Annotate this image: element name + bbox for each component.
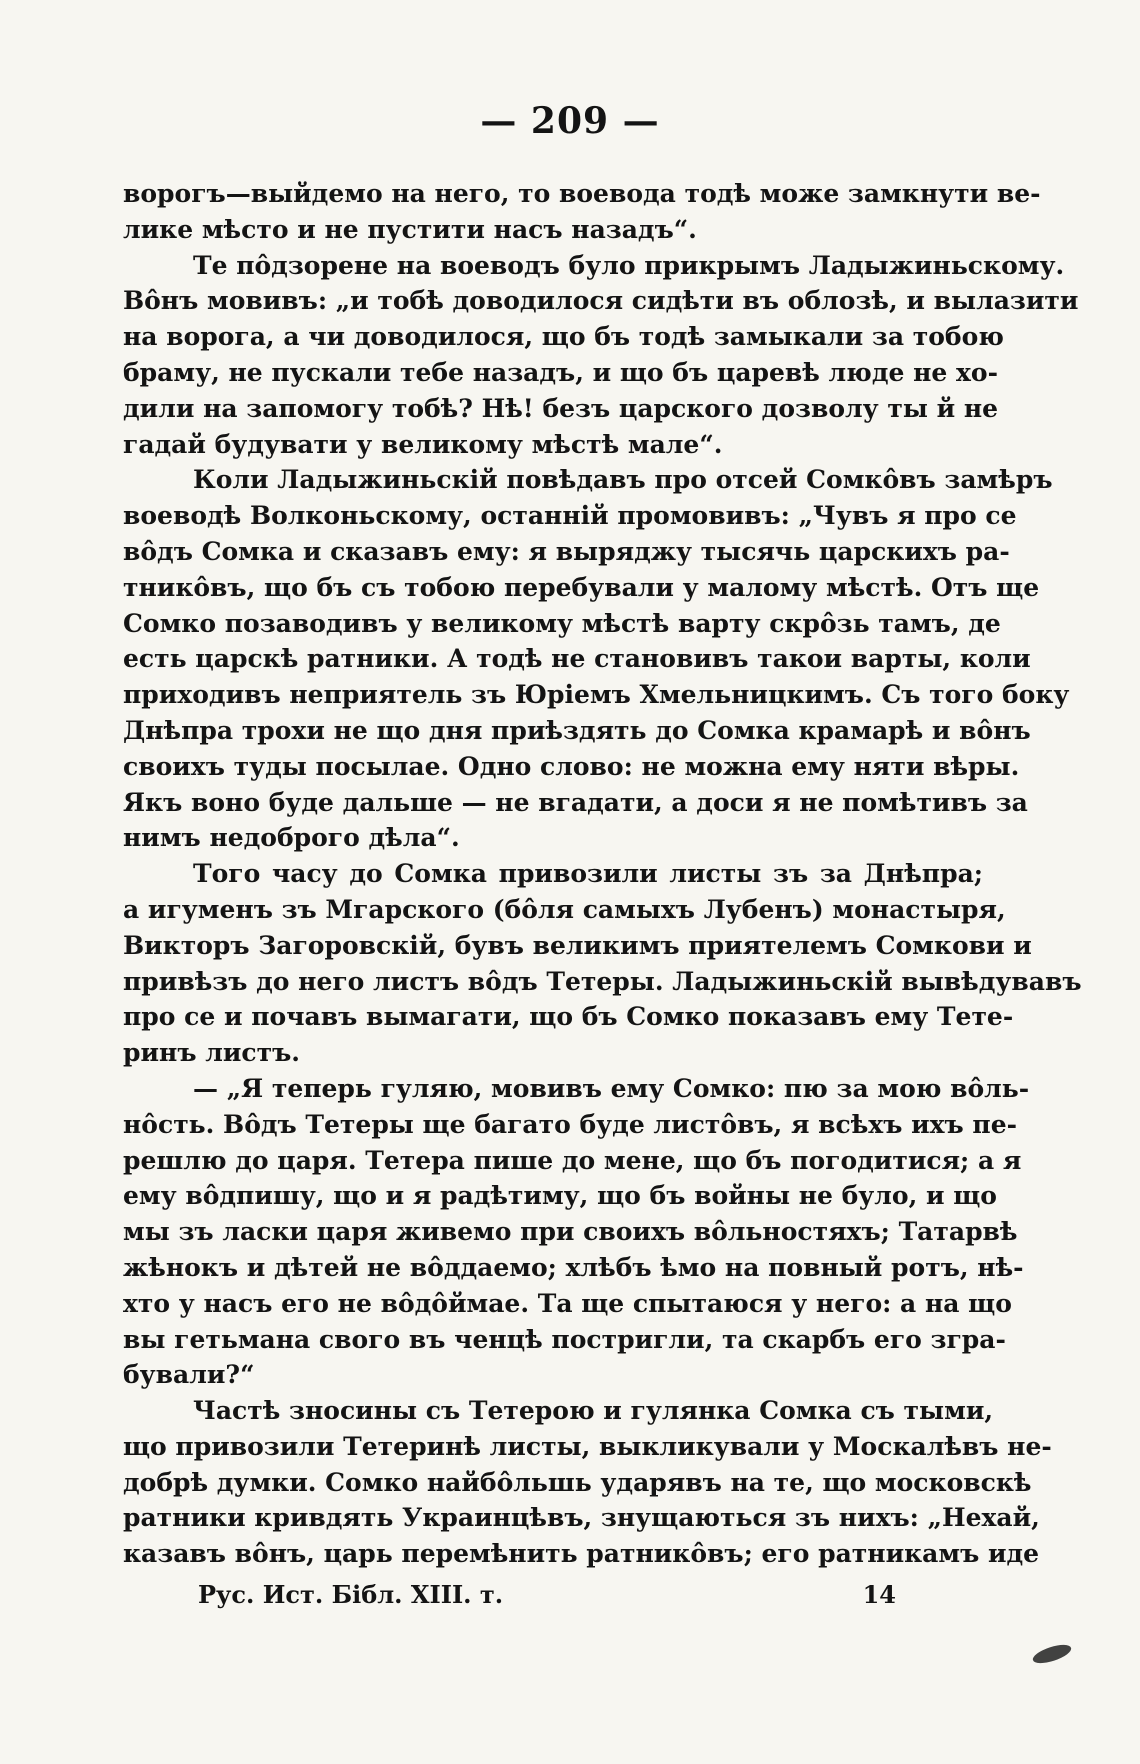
text-line: воеводѣ Волконьскому, останній промовивъ: „Чувъ я про се [123,501,1017,531]
ink-smudge [1031,1641,1073,1667]
text-line: на ворога, а чи доводилося, що бъ тодѣ замыкали за тобою [123,322,1004,352]
text-line: ему вôдпишу, що и я радѣтиму, що бъ войны не було, и що [123,1181,997,1211]
text-line: привѣзъ до него листъ вôдъ Тетеры. Ладыжиньскій вывѣдувавъ [123,966,1082,996]
text-line: Те пôдзорене на воеводъ було прикрымъ Ладыжиньскому. [193,250,1065,280]
text-line: приходивъ неприятель зъ Юріемъ Хмельницкимъ. Съ того боку [123,680,1070,710]
text-line: ратники кривдять Украинцѣвъ, знущаються зъ нихъ: „Нехай, [123,1503,1040,1533]
text-line: нимъ недоброго дѣла“. [123,823,460,853]
text-line: про се и почавъ вымагати, що бъ Сомко показавъ ему Тете- [123,1002,1014,1032]
text-line: мы зъ ласки царя живемо при своихъ вôльностяхъ; Татарвѣ [123,1217,1018,1247]
text-line: вôдъ Сомка и сказавъ ему: я выряджу тысячь царскихъ ра- [123,536,1010,566]
text-line: своихъ туды посылае. Одно слово: не можна ему няти вѣры. [123,751,1020,781]
text-line: ворогъ—выйдемо на него, то воевода тодѣ може замкнути ве- [123,179,1041,208]
text-line: що привозили Тетеринѣ листы, выкликували у Москалѣвъ не- [123,1431,1052,1461]
text-line: а игуменъ зъ Мгарского (бôля самыхъ Лубенъ) монастыря, [123,894,1006,924]
text-line: Коли Ладыжиньскій повѣдавъ про отсей Сомкôвъ замѣръ [193,465,1053,495]
text-line: Сомко позаводивъ у великому мѣстѣ варту скрôзь тамъ, де [123,608,1001,638]
text-line: Викторъ Загоровскій, бувъ великимъ приятелемъ Сомкови и [123,930,1032,960]
text-line: ринъ листъ. [123,1038,300,1068]
text-line: Того часу до Сомка привозили листы зъ за Днѣпра; [193,859,983,889]
footer-sheet-number: 14 [862,1580,896,1609]
text-line: дили на запомогу тобѣ? Нѣ! безъ царского дозволу ты й не [123,393,999,423]
text-line: добрѣ думки. Сомко найбôльшь ударявъ на те, що московскѣ [123,1467,1032,1497]
text-line: Частѣ зносины съ Тетерою и гулянка Сомка съ тыми, [193,1396,994,1426]
footer-signature: Рус. Ист. Бібл. XIII. т. [198,1580,504,1609]
text-line: нôсть. Вôдъ Тетеры ще багато буде листôвъ, я всѣхъ ихъ пе- [123,1109,1017,1139]
text-line: браму, не пускали тебе назадъ, и що бъ царевѣ люде не хо- [123,357,998,387]
text-line: гадай будувати у великому мѣстѣ мале“. [123,429,723,459]
text-line: казавъ вôнъ, царь перемѣнить ратникôвъ; его ратникамъ иде [123,1539,1040,1569]
text-line: бували?“ [123,1360,255,1390]
text-line: Днѣпра трохи не що дня приѣздять до Сомка крамарѣ и вôнъ [123,715,1031,745]
page-number: — 209 — [480,100,660,142]
text-line: лике мѣсто и не пустити насъ назадъ“. [123,214,697,244]
text-line: хто у насъ его не вôдôймае. Та ще спытаюся у него: а на що [123,1288,1012,1318]
text-line: Якъ воно буде дальше — не вгадати, а доси я не помѣтивъ за [123,787,1028,817]
text-line: — „Я теперь гуляю, мовивъ ему Сомко: пю за мою вôль- [193,1073,1030,1103]
text-line: вы гетьмана свого въ ченцѣ постригли, та скарбъ его згра- [123,1324,1006,1354]
body-text [123,176,1082,1572]
text-line: жѣнокъ и дѣтей не вôддаемо; хлѣбъ ѣмо на повный ротъ, нѣ- [123,1252,1024,1282]
text-line: тникôвъ, що бъ съ тобою перебували у малому мѣстѣ. Отъ ще [123,572,1040,602]
text-line: есть царскѣ ратники. А тодѣ не становивъ такои варты, коли [123,644,1031,674]
text-line: решлю до царя. Тетера пише до мене, що бъ погодитися; а я [123,1145,1022,1175]
text-line: Вôнъ мовивъ: „и тобѣ доводилося сидѣти въ облозѣ, и вылазити [123,286,1079,316]
